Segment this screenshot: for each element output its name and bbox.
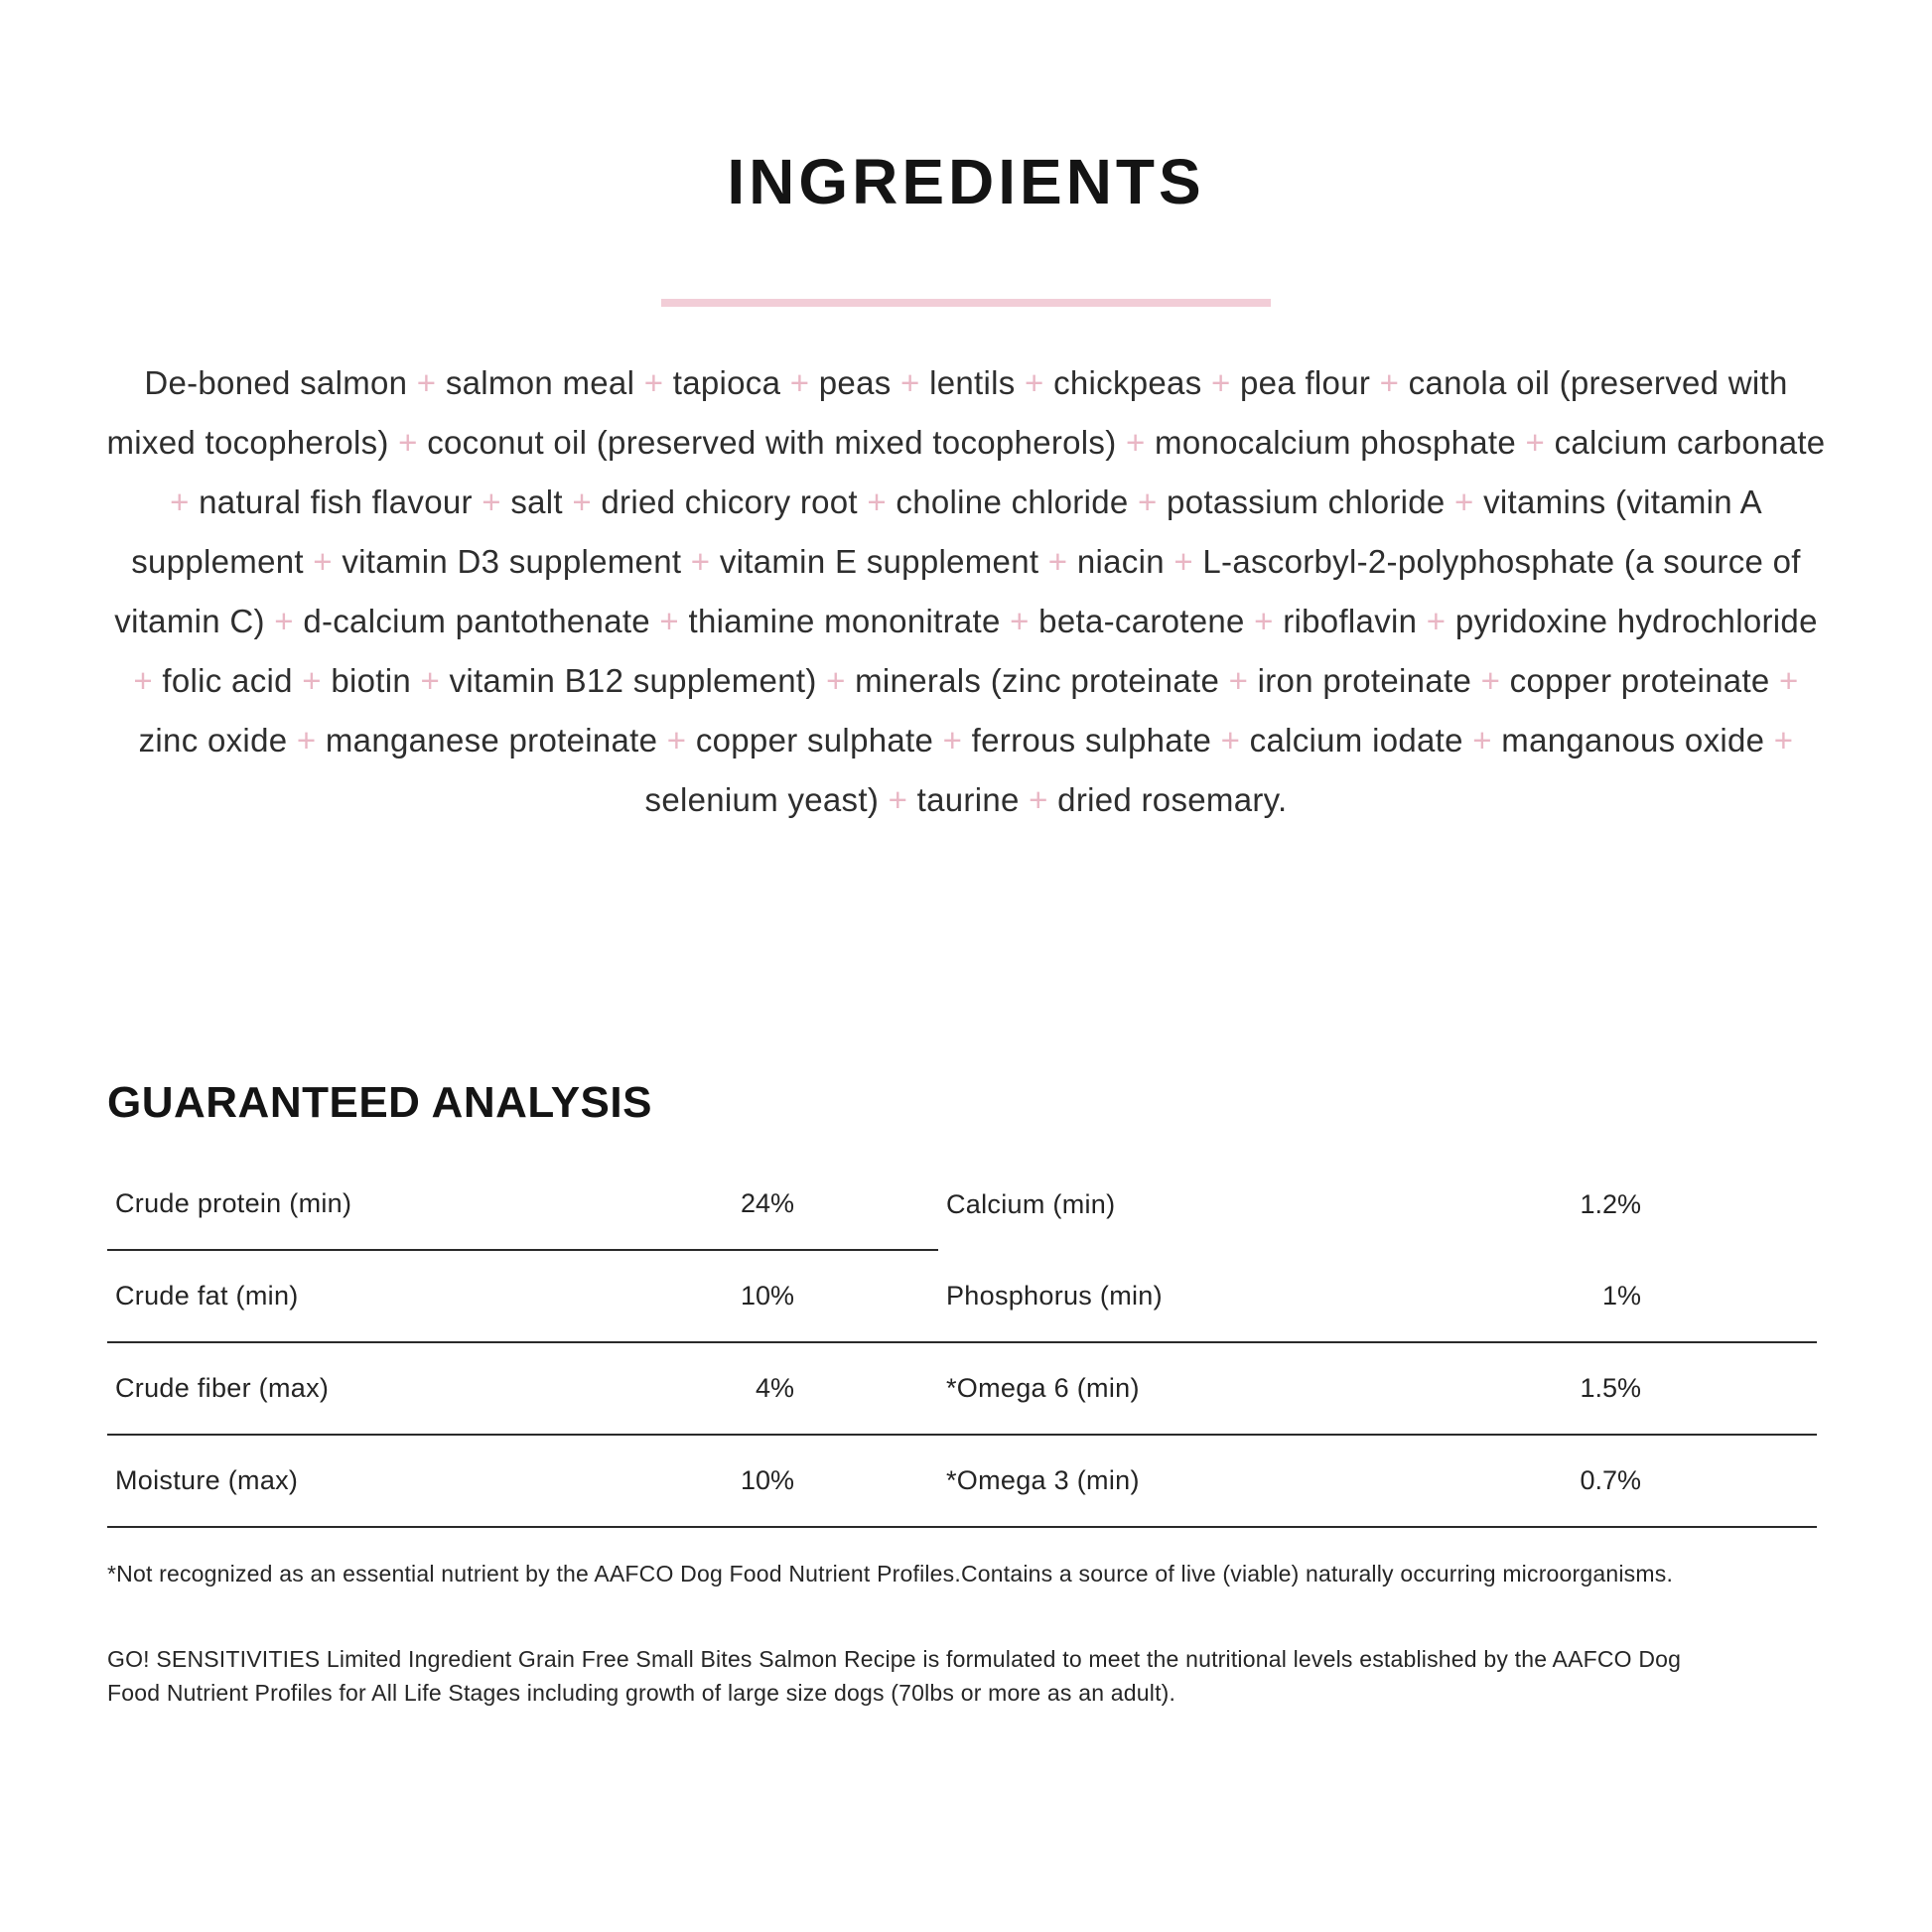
- nutrient-label: *Omega 3 (min): [946, 1465, 1140, 1495]
- table-row: [107, 1159, 1817, 1251]
- table-cell-group: [938, 1343, 1817, 1434]
- ingredient-item: dried rosemary.: [1057, 781, 1288, 818]
- formulation-statement: [107, 1642, 1831, 1710]
- nutrient-label: Moisture (max): [115, 1465, 299, 1495]
- ingredient-item: taurine: [916, 781, 1020, 818]
- table-cell-group: [107, 1343, 938, 1434]
- ingredient-item: vitamin E supplement: [719, 543, 1039, 580]
- ingredient-item: choline chloride: [896, 483, 1129, 520]
- ingredient-item: thiamine mononitrate: [688, 603, 1001, 639]
- plus-separator: +: [1201, 364, 1241, 401]
- ingredient-item: niacin: [1076, 543, 1165, 580]
- table-row: [107, 1436, 1817, 1528]
- nutrient-value: 24%: [740, 1188, 794, 1218]
- nutrient-value: 10%: [740, 1465, 794, 1495]
- ingredient-item: vitamins (vitamin A supplement: [131, 483, 1762, 580]
- plus-separator: +: [657, 722, 696, 759]
- plus-separator: +: [933, 722, 972, 759]
- nutrient-label: Crude fat (min): [115, 1281, 299, 1311]
- ingredient-item: riboflavin: [1283, 603, 1418, 639]
- plus-separator: +: [1219, 662, 1258, 699]
- plus-separator: +: [780, 364, 819, 401]
- nutrient-value: 4%: [755, 1373, 794, 1403]
- plus-separator: +: [649, 603, 689, 639]
- ingredient-item: chickpeas: [1053, 364, 1202, 401]
- plus-separator: +: [857, 483, 897, 520]
- plus-separator: +: [634, 364, 673, 401]
- plus-separator: +: [681, 543, 720, 580]
- formulation-line: GO! SENSITIVITIES Limited Ingredient Grain Free Small Bites Salmon Recipe is formulated to meet the nutritional levels established by the AAFCO Dog: [107, 1646, 1682, 1672]
- ingredient-item: vitamin B12 supplement): [449, 662, 817, 699]
- nutrient-label: Crude protein (min): [115, 1188, 352, 1218]
- table-row: [107, 1251, 1817, 1343]
- ingredient-item: peas: [818, 364, 892, 401]
- plus-separator: +: [1015, 364, 1054, 401]
- table-cell-group: [107, 1159, 938, 1251]
- plus-separator: +: [1244, 603, 1284, 639]
- ingredients-title: INGREDIENTS: [727, 146, 1205, 217]
- ingredient-item: biotin: [331, 662, 412, 699]
- table-cell-group: [938, 1159, 1817, 1251]
- ingredient-item: salmon meal: [445, 364, 635, 401]
- plus-separator: +: [562, 483, 602, 520]
- ingredient-item: De-boned salmon: [144, 364, 408, 401]
- plus-separator: +: [292, 662, 332, 699]
- plus-separator: +: [1445, 483, 1484, 520]
- plus-separator: +: [1116, 424, 1156, 461]
- plus-separator: +: [287, 722, 326, 759]
- ingredients-list: [102, 353, 1830, 830]
- plus-separator: +: [891, 364, 930, 401]
- ingredient-item: potassium chloride: [1167, 483, 1446, 520]
- ingredient-item: calcium iodate: [1249, 722, 1463, 759]
- plus-separator: +: [1764, 722, 1794, 759]
- nutrient-label: Phosphorus (min): [946, 1281, 1163, 1311]
- ingredient-item: beta-carotene: [1038, 603, 1245, 639]
- ingredient-item: canola oil (preserved with mixed tocopherols): [106, 364, 1788, 461]
- plus-separator: +: [1164, 543, 1203, 580]
- plus-separator: +: [407, 364, 446, 401]
- ingredient-item: vitamin D3 supplement: [342, 543, 682, 580]
- plus-separator: +: [1462, 722, 1502, 759]
- ingredient-item: ferrous sulphate: [971, 722, 1212, 759]
- ingredient-item: salt: [510, 483, 563, 520]
- ingredient-item: coconut oil (preserved with mixed tocopherols): [427, 424, 1117, 461]
- plus-separator: +: [1417, 603, 1455, 639]
- table-cell-group: [938, 1251, 1817, 1341]
- ingredient-item: L-ascorbyl-2-polyphosphate (a source of vitamin C): [114, 543, 1801, 639]
- formulation-line: Food Nutrient Profiles for All Life Stages including growth of large size dogs (70lbs or more as an adult).: [107, 1680, 1176, 1706]
- nutrient-value: 1.5%: [1580, 1373, 1641, 1403]
- guaranteed-analysis-title: GUARANTEED ANALYSIS: [107, 1078, 652, 1127]
- ingredient-item: tapioca: [672, 364, 781, 401]
- plus-separator: +: [816, 662, 856, 699]
- nutrient-value: 0.7%: [1580, 1465, 1641, 1495]
- ingredient-item: pyridoxine hydrochloride: [1454, 603, 1818, 639]
- nutrient-value: 10%: [740, 1281, 794, 1311]
- nutrient-label: *Omega 6 (min): [946, 1373, 1140, 1403]
- ingredient-item: calcium carbonate: [1554, 424, 1826, 461]
- plus-separator: +: [1370, 364, 1409, 401]
- plus-separator: +: [1211, 722, 1250, 759]
- table-row: [107, 1343, 1817, 1436]
- table-cell-group: [938, 1436, 1817, 1526]
- ingredient-item: manganous oxide: [1501, 722, 1765, 759]
- ingredient-item: minerals (zinc proteinate: [855, 662, 1220, 699]
- ingredient-item: dried chicory root: [601, 483, 858, 520]
- nutrient-label: Crude fiber (max): [115, 1373, 330, 1403]
- ingredient-item: pea flour: [1240, 364, 1371, 401]
- aafco-footnote: *Not recognized as an essential nutrient by the AAFCO Dog Food Nutrient Profiles.Contains a source of live (viable) naturally occurring microorganisms.: [107, 1561, 1674, 1587]
- plus-separator: +: [1000, 603, 1039, 639]
- plus-separator: +: [1516, 424, 1555, 461]
- nutrient-label: Calcium (min): [946, 1189, 1116, 1219]
- plus-separator: +: [1038, 543, 1077, 580]
- ingredient-item: copper sulphate: [695, 722, 934, 759]
- plus-separator: +: [1128, 483, 1168, 520]
- plus-separator: +: [1769, 662, 1799, 699]
- ingredient-item: monocalcium phosphate: [1155, 424, 1517, 461]
- ingredient-item: folic acid: [162, 662, 293, 699]
- plus-separator: +: [1471, 662, 1510, 699]
- plus-separator: +: [879, 781, 917, 818]
- ingredient-item: copper proteinate: [1509, 662, 1770, 699]
- ingredient-item: iron proteinate: [1257, 662, 1472, 699]
- guaranteed-analysis-table: [107, 1159, 1817, 1528]
- ingredient-item: selenium yeast): [644, 781, 880, 818]
- ingredient-item: manganese proteinate: [325, 722, 658, 759]
- plus-separator: +: [133, 662, 163, 699]
- table-cell-group: [107, 1251, 938, 1341]
- plus-separator: +: [472, 483, 511, 520]
- plus-separator: +: [264, 603, 304, 639]
- table-cell-group: [107, 1436, 938, 1526]
- ingredient-item: natural fish flavour: [199, 483, 473, 520]
- title-underline-divider: [661, 299, 1271, 307]
- plus-separator: +: [388, 424, 428, 461]
- plus-separator: +: [170, 483, 200, 520]
- nutrient-value: 1.2%: [1580, 1189, 1641, 1219]
- plus-separator: +: [1019, 781, 1058, 818]
- ingredient-item: d-calcium pantothenate: [303, 603, 650, 639]
- plus-separator: +: [411, 662, 450, 699]
- nutrient-value: 1%: [1601, 1281, 1641, 1311]
- ingredient-item: zinc oxide: [138, 722, 288, 759]
- plus-separator: +: [303, 543, 343, 580]
- ingredient-item: lentils: [929, 364, 1016, 401]
